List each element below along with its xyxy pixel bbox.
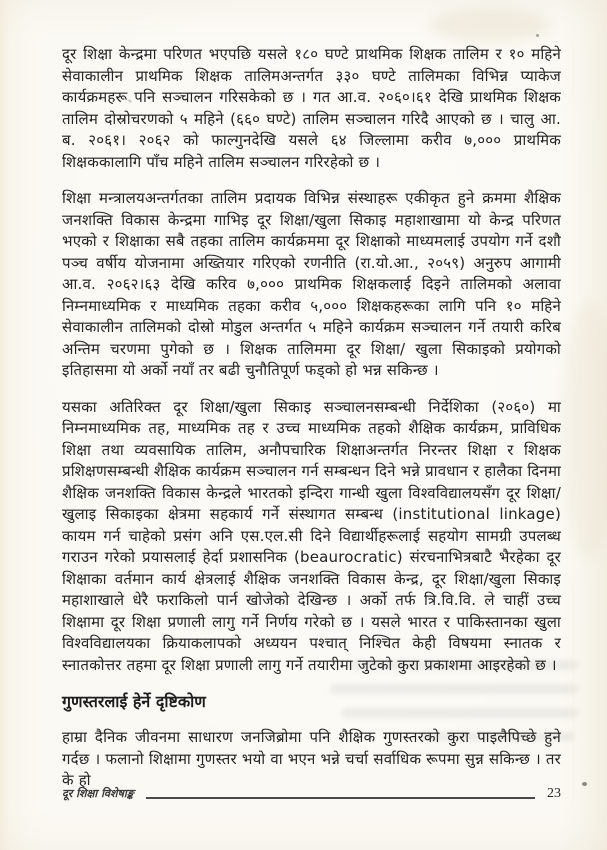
section-heading: गुणस्तरलाई हेर्ने दृष्टिकोण [62,692,206,711]
paragraph-1: दूर शिक्षा केन्द्रमा परिणत भएपछि यसले १८० घण्टे प्राथमिक शिक्षक तालिम र १० महिने सेवाकालीन प्राथमिक शिक्षक तालिमअन्तर्गत ३३० घण्टे तालिमका विभिन्न प्याकेज कार्यक्रमहरू पनि सञ्चालन गरिसकेको छ । गत आ.व. २०६०।६१ देखि प्राथमिक शिक्षक तालिम दोस्रोचरणको ५ महिने (६६० घण्टे) तालिम सञ्चालन गरिदै आएको छ । चालु आ. ब. २०६१। २०६२ को फाल्गुनदेखि यसले ६४ जिल्लामा करीव ७,००० प्राथमिक शिक्षककालागि पाँच महिने तालिम सञ्चालन गरिरहेको छ । [62,45,561,171]
scan-speck [582,782,587,786]
footer-journal-title: दूर शिक्षा विशेषाङ्क [62,787,134,800]
page-body-text [62,44,561,807]
scan-stain [560,300,607,560]
footer-rule [146,797,535,799]
page-footer [62,786,561,802]
page-number: 23 [547,786,561,801]
scan-stain [430,8,550,42]
scan-speck [536,34,539,37]
paragraph-4: हाम्रा दैनिक जीवनमा साधारण जनजिब्रोमा पनि शैक्षिक गुणस्तरको कुरा पाइलैपिच्छे हुने गर्दछ । फलानो शिक्षामा गुणस्तर भयो वा भएन भन्ने चर्चा सर्वाधिक रूपमा सुन्न सकिन्छ । तर के हो [62,728,561,789]
paragraph-3: यसका अतिरिक्त दूर शिक्षा/खुला सिकाइ सञ्चालनसम्बन्धी निर्देशिका (२०६०) मा निम्नमाध्यमिक तह, माध्यमिक तह र उच्च माध्यमिक तहको शैक्षिक कार्यक्रम, प्राविधिक शिक्षा तथा व्यवसायिक तालिम, अनौपचारिक शिक्षाअन्तर्गत निरन्तर शिक्षा र शिक्षक प्रशिक्षणसम्बन्धी शैक्षिक कार्यक्रम सञ्चालन गर्न सम्बन्धन दिने भन्ने प्रावधान र हालैका दिनमा शैक्षिक जनशक्ति विकास केन्द्रले भारतको इन्दिरा गान्धी खुला विश्वविद्यालयसँग दूर शिक्षा/खुलाइ सिकाइका क्षेत्रमा सहकार्य गर्ने संस्थागत सम्बन्ध (institutional linkage) कायम गर्न चाहेको प्रसंग अनि एस.एल.सी दिने विद्यार्थीहरूलाई सहयोग सामग्री उपलब्ध गराउन गरेको प्रयासलाई हेर्दा प्रशासनिक (beaurocratic) संरचनाभित्रबाटै भैरहेका दूर शिक्षाका वर्तमान कार्य क्षेत्रलाई शैक्षिक जनशक्ति विकास केन्द्र, दूर शिक्षा/खुला सिकाइ महाशाखाले धेरै फराकिलो पार्न खोजेको देखिन्छ । अर्को तर्फ त्रि.वि.वि. ले चाहीं उच्च शिक्षामा दूर शिक्षा प्रणाली लागु गर्ने निर्णय गरेको छ । यसले भारत र पाकिस्तानका खुला विश्वविद्यालयका क्रियाकलापको अध्ययन पश्चात् निश्चित केही विषयमा स्नातक र स्नातकोत्तर तहमा दूर शिक्षा प्रणाली लागु गर्ने तयारीमा जुटेको कुरा प्रकाशमा आइरहेको छ । [62,397,561,674]
paragraph-2: शिक्षा मन्त्रालयअन्तर्गतका तालिम प्रदायक विभिन्न संस्थाहरू एकीकृत हुने क्रममा शैक्षिक जनशक्ति विकास केन्द्रमा गाभिइ दूर शिक्षा/खुला सिकाइ महाशाखामा यो केन्द्र परिणत भएको र शिक्षाका सबै तहका तालिम कार्यक्रममा दूर शिक्षाको माध्यमलाई उपयोग गर्ने दशौ पञ्च वर्षीय योजनामा अख्तियार गरिएको रणनीति (रा.यो.आ., २०५९) अनुरुप आगामी आ.व. २०६२।६३ देखि करिव ७,००० प्राथमिक शिक्षकलाई दिइने तालिमको अलावा निम्नमाध्यमिक र माध्यमिक तहका करीव ५,००० शिक्षकहरूका लागि पनि १० महिने सेवाकालीन तालिमको दोस्रो मोडुल अन्तर्गत ५ महिने कार्यक्रम सञ्चालन गर्ने तयारी करिब अन्तिम चरणमा पुगेको छ । शिक्षक तालिममा दूर शिक्षा/ खुला सिकाइको प्रयोगको इतिहासमा यो अर्को नयाँ तर बढी चुनौतिपूर्ण फड्को हो भन्न सकिन्छ । [62,189,561,379]
